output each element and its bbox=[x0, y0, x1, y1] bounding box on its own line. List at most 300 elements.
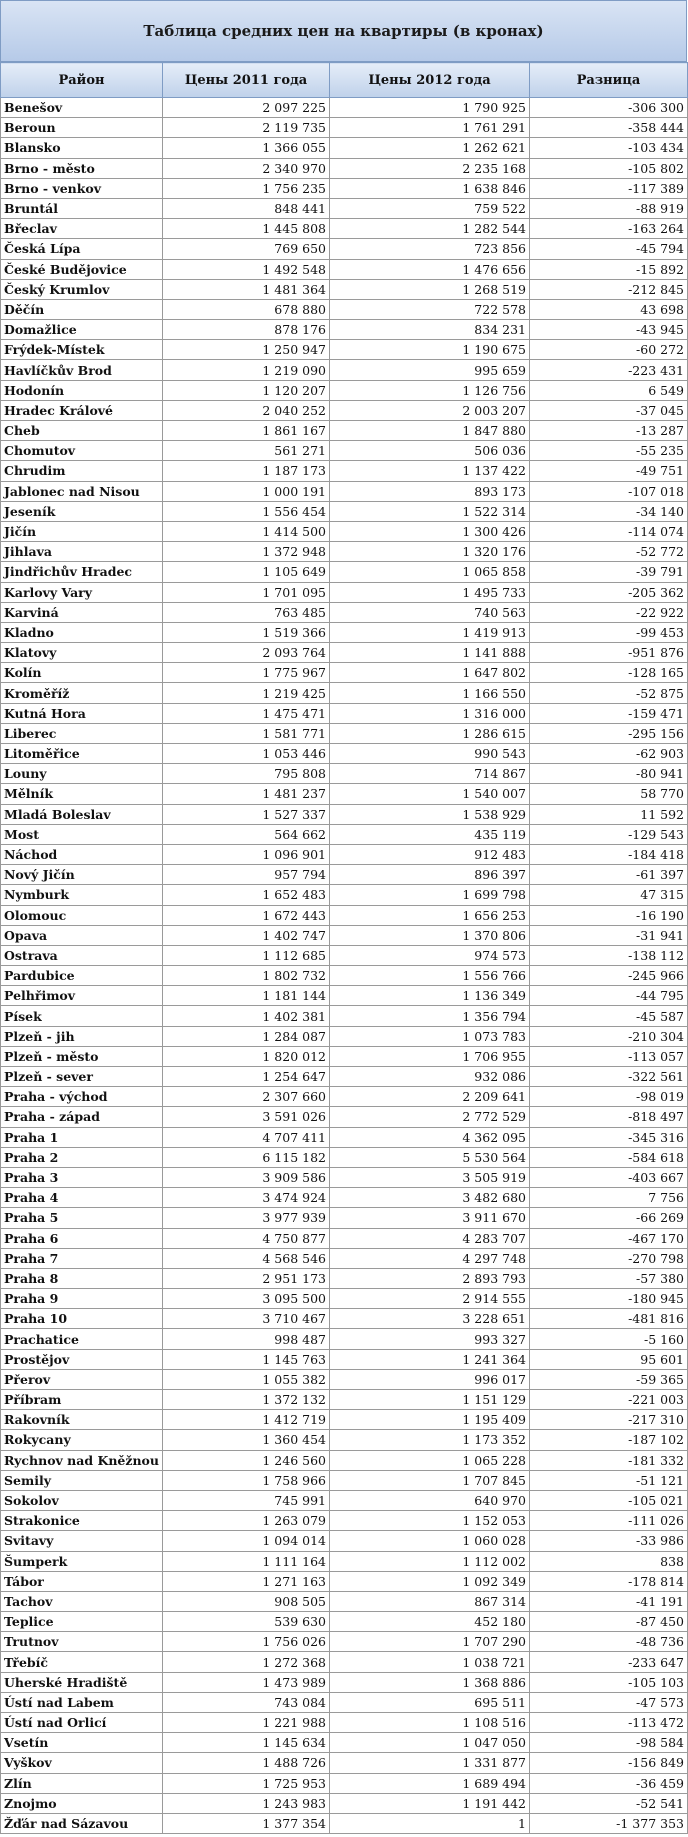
price-2011-cell: 1 802 732 bbox=[163, 966, 330, 986]
table-row bbox=[1, 1369, 688, 1389]
price-2012-cell: 932 086 bbox=[330, 1067, 530, 1087]
price-2011-cell: 1 672 443 bbox=[163, 905, 330, 925]
difference-cell: -47 573 bbox=[530, 1692, 688, 1712]
price-2011-cell: 1 112 685 bbox=[163, 945, 330, 965]
district-cell: Svitavy bbox=[1, 1531, 163, 1551]
difference-cell: -233 647 bbox=[530, 1652, 688, 1672]
district-cell: Chomutov bbox=[1, 441, 163, 461]
difference-cell: -1 377 353 bbox=[530, 1813, 688, 1833]
price-2012-cell: 714 867 bbox=[330, 764, 530, 784]
table-row bbox=[1, 1349, 688, 1369]
district-cell: Praha 5 bbox=[1, 1208, 163, 1228]
price-2012-cell: 1 173 352 bbox=[330, 1430, 530, 1450]
district-cell: Praha 4 bbox=[1, 1188, 163, 1208]
price-2011-cell: 1 284 087 bbox=[163, 1026, 330, 1046]
difference-cell: -205 362 bbox=[530, 582, 688, 602]
difference-cell: -105 103 bbox=[530, 1672, 688, 1692]
district-cell: Mělník bbox=[1, 784, 163, 804]
difference-cell: -87 450 bbox=[530, 1612, 688, 1632]
district-cell: Hodonín bbox=[1, 380, 163, 400]
district-cell: Praha - západ bbox=[1, 1107, 163, 1127]
price-2012-cell: 1 316 000 bbox=[330, 703, 530, 723]
difference-cell: -52 875 bbox=[530, 683, 688, 703]
price-2012-cell: 1 141 888 bbox=[330, 643, 530, 663]
price-2012-cell: 1 761 291 bbox=[330, 118, 530, 138]
difference-cell: -210 304 bbox=[530, 1026, 688, 1046]
district-cell: Blansko bbox=[1, 138, 163, 158]
district-cell: Plzeň - jih bbox=[1, 1026, 163, 1046]
price-2011-cell: 1 527 337 bbox=[163, 804, 330, 824]
price-2012-cell: 867 314 bbox=[330, 1591, 530, 1611]
price-2011-cell: 2 097 225 bbox=[163, 98, 330, 118]
difference-cell: -55 235 bbox=[530, 441, 688, 461]
table-row bbox=[1, 1813, 688, 1833]
table-row bbox=[1, 885, 688, 905]
difference-cell: -99 453 bbox=[530, 622, 688, 642]
table-row bbox=[1, 663, 688, 683]
price-2012-cell: 996 017 bbox=[330, 1369, 530, 1389]
difference-cell: -113 057 bbox=[530, 1046, 688, 1066]
price-2011-cell: 1 414 500 bbox=[163, 521, 330, 541]
price-2011-cell: 848 441 bbox=[163, 198, 330, 218]
difference-cell: -31 941 bbox=[530, 925, 688, 945]
price-2012-cell: 1 638 846 bbox=[330, 178, 530, 198]
district-cell: Děčín bbox=[1, 299, 163, 319]
district-cell: Sokolov bbox=[1, 1490, 163, 1510]
table-row bbox=[1, 542, 688, 562]
difference-cell: -15 892 bbox=[530, 259, 688, 279]
price-2012-cell: 1 151 129 bbox=[330, 1390, 530, 1410]
district-cell: Plzeň - sever bbox=[1, 1067, 163, 1087]
price-2011-cell: 1 053 446 bbox=[163, 744, 330, 764]
district-cell: Praha 10 bbox=[1, 1309, 163, 1329]
price-2011-cell: 1 412 719 bbox=[163, 1410, 330, 1430]
difference-cell: -88 919 bbox=[530, 198, 688, 218]
difference-cell: -358 444 bbox=[530, 118, 688, 138]
difference-cell: -41 191 bbox=[530, 1591, 688, 1611]
price-2011-cell: 1 221 988 bbox=[163, 1713, 330, 1733]
price-2011-cell: 1 861 167 bbox=[163, 421, 330, 441]
difference-cell: -62 903 bbox=[530, 744, 688, 764]
price-2011-cell: 564 662 bbox=[163, 824, 330, 844]
table-row bbox=[1, 1309, 688, 1329]
price-2011-cell: 1 488 726 bbox=[163, 1753, 330, 1773]
price-2011-cell: 3 909 586 bbox=[163, 1167, 330, 1187]
price-2012-cell: 1 286 615 bbox=[330, 723, 530, 743]
table-row bbox=[1, 1046, 688, 1066]
district-cell: Ostrava bbox=[1, 945, 163, 965]
price-2011-cell: 1 366 055 bbox=[163, 138, 330, 158]
table-row bbox=[1, 239, 688, 259]
price-2011-cell: 678 880 bbox=[163, 299, 330, 319]
price-2012-cell: 640 970 bbox=[330, 1490, 530, 1510]
difference-cell: -33 986 bbox=[530, 1531, 688, 1551]
table-row bbox=[1, 1571, 688, 1591]
price-2011-cell: 1 377 354 bbox=[163, 1813, 330, 1833]
district-cell: Praha 1 bbox=[1, 1127, 163, 1147]
difference-cell: -34 140 bbox=[530, 501, 688, 521]
table-row bbox=[1, 1430, 688, 1450]
difference-cell: -295 156 bbox=[530, 723, 688, 743]
price-2011-cell: 4 707 411 bbox=[163, 1127, 330, 1147]
district-cell: Vsetín bbox=[1, 1733, 163, 1753]
price-2012-cell: 1 522 314 bbox=[330, 501, 530, 521]
price-2012-cell: 993 327 bbox=[330, 1329, 530, 1349]
price-2012-cell: 1 137 422 bbox=[330, 461, 530, 481]
price-2011-cell: 1 120 207 bbox=[163, 380, 330, 400]
price-2011-cell: 1 481 364 bbox=[163, 279, 330, 299]
price-2012-cell: 695 511 bbox=[330, 1692, 530, 1712]
difference-cell: -103 434 bbox=[530, 138, 688, 158]
district-cell: Náchod bbox=[1, 844, 163, 864]
table-row bbox=[1, 1167, 688, 1187]
price-2012-cell: 1 166 550 bbox=[330, 683, 530, 703]
price-2012-cell: 740 563 bbox=[330, 602, 530, 622]
table-row bbox=[1, 1147, 688, 1167]
table-row bbox=[1, 986, 688, 1006]
header-row bbox=[1, 63, 688, 98]
price-2011-cell: 1 756 235 bbox=[163, 178, 330, 198]
difference-cell: -5 160 bbox=[530, 1329, 688, 1349]
table-row bbox=[1, 481, 688, 501]
price-2012-cell: 4 362 095 bbox=[330, 1127, 530, 1147]
price-2011-cell: 1 775 967 bbox=[163, 663, 330, 683]
price-2011-cell: 957 794 bbox=[163, 865, 330, 885]
difference-cell: -98 019 bbox=[530, 1087, 688, 1107]
table-row bbox=[1, 1087, 688, 1107]
difference-cell: -39 791 bbox=[530, 562, 688, 582]
district-cell: Trutnov bbox=[1, 1632, 163, 1652]
price-2012-cell: 3 505 919 bbox=[330, 1167, 530, 1187]
district-cell: Louny bbox=[1, 764, 163, 784]
difference-cell: -117 389 bbox=[530, 178, 688, 198]
difference-cell: -52 772 bbox=[530, 542, 688, 562]
difference-cell: 43 698 bbox=[530, 299, 688, 319]
price-2011-cell: 743 084 bbox=[163, 1692, 330, 1712]
table-row bbox=[1, 1228, 688, 1248]
table-row bbox=[1, 1107, 688, 1127]
district-cell: Česká Lípa bbox=[1, 239, 163, 259]
table-row bbox=[1, 198, 688, 218]
price-2012-cell: 2 003 207 bbox=[330, 400, 530, 420]
table-row bbox=[1, 1208, 688, 1228]
price-2011-cell: 3 591 026 bbox=[163, 1107, 330, 1127]
table-row bbox=[1, 683, 688, 703]
district-cell: Třebíč bbox=[1, 1652, 163, 1672]
price-2011-cell: 1 055 382 bbox=[163, 1369, 330, 1389]
table-title: Таблица средних цен на квартиры (в кронах) bbox=[0, 0, 687, 62]
difference-cell: -66 269 bbox=[530, 1208, 688, 1228]
price-2011-cell: 6 115 182 bbox=[163, 1147, 330, 1167]
district-cell: Nymburk bbox=[1, 885, 163, 905]
price-2011-cell: 1 481 237 bbox=[163, 784, 330, 804]
difference-cell: -43 945 bbox=[530, 320, 688, 340]
district-cell: Bruntál bbox=[1, 198, 163, 218]
table-row bbox=[1, 1470, 688, 1490]
table-row bbox=[1, 441, 688, 461]
table-row bbox=[1, 1773, 688, 1793]
price-2011-cell: 1 271 163 bbox=[163, 1571, 330, 1591]
table-row bbox=[1, 602, 688, 622]
difference-cell: -159 471 bbox=[530, 703, 688, 723]
price-2011-cell: 1 581 771 bbox=[163, 723, 330, 743]
price-2012-cell: 1 847 880 bbox=[330, 421, 530, 441]
table-row bbox=[1, 1612, 688, 1632]
price-2011-cell: 1 000 191 bbox=[163, 481, 330, 501]
difference-cell: -60 272 bbox=[530, 340, 688, 360]
price-2012-cell: 1 191 442 bbox=[330, 1793, 530, 1813]
difference-cell: -48 736 bbox=[530, 1632, 688, 1652]
price-2012-cell: 1 419 913 bbox=[330, 622, 530, 642]
difference-cell: 47 315 bbox=[530, 885, 688, 905]
price-2011-cell: 4 750 877 bbox=[163, 1228, 330, 1248]
price-2011-cell: 1 372 948 bbox=[163, 542, 330, 562]
difference-cell: -223 431 bbox=[530, 360, 688, 380]
difference-cell: -51 121 bbox=[530, 1470, 688, 1490]
table-row bbox=[1, 219, 688, 239]
district-cell: Strakonice bbox=[1, 1511, 163, 1531]
difference-cell: -129 543 bbox=[530, 824, 688, 844]
table-row bbox=[1, 1793, 688, 1813]
price-2012-cell: 995 659 bbox=[330, 360, 530, 380]
table-row bbox=[1, 138, 688, 158]
district-cell: Karlovy Vary bbox=[1, 582, 163, 602]
district-cell: Kolín bbox=[1, 663, 163, 683]
price-2011-cell: 1 094 014 bbox=[163, 1531, 330, 1551]
price-2011-cell: 1 492 548 bbox=[163, 259, 330, 279]
district-cell: Semily bbox=[1, 1470, 163, 1490]
price-2012-cell: 1 706 955 bbox=[330, 1046, 530, 1066]
price-2012-cell: 1 282 544 bbox=[330, 219, 530, 239]
table-row bbox=[1, 824, 688, 844]
header-price-2011: Цены 2011 года bbox=[163, 63, 330, 98]
district-cell: Litoměřice bbox=[1, 744, 163, 764]
difference-cell: -245 966 bbox=[530, 966, 688, 986]
price-2012-cell: 1 065 228 bbox=[330, 1450, 530, 1470]
price-2012-cell: 1 268 519 bbox=[330, 279, 530, 299]
difference-cell: -322 561 bbox=[530, 1067, 688, 1087]
district-cell: Vyškov bbox=[1, 1753, 163, 1773]
price-2011-cell: 1 187 173 bbox=[163, 461, 330, 481]
difference-cell: -187 102 bbox=[530, 1430, 688, 1450]
price-2012-cell: 2 914 555 bbox=[330, 1289, 530, 1309]
difference-cell: -270 798 bbox=[530, 1248, 688, 1268]
district-cell: Praha 8 bbox=[1, 1268, 163, 1288]
price-2012-cell: 1 126 756 bbox=[330, 380, 530, 400]
price-2011-cell: 1 243 983 bbox=[163, 1793, 330, 1813]
price-2012-cell: 1 073 783 bbox=[330, 1026, 530, 1046]
price-2012-cell: 1 195 409 bbox=[330, 1410, 530, 1430]
table-row bbox=[1, 400, 688, 420]
price-2012-cell: 1 790 925 bbox=[330, 98, 530, 118]
table-row bbox=[1, 1753, 688, 1773]
district-cell: Kutná Hora bbox=[1, 703, 163, 723]
district-cell: Domažlice bbox=[1, 320, 163, 340]
price-2012-cell: 759 522 bbox=[330, 198, 530, 218]
difference-cell: -111 026 bbox=[530, 1511, 688, 1531]
price-2012-cell: 893 173 bbox=[330, 481, 530, 501]
price-2011-cell: 1 756 026 bbox=[163, 1632, 330, 1652]
price-2012-cell: 1 689 494 bbox=[330, 1773, 530, 1793]
price-2011-cell: 3 977 939 bbox=[163, 1208, 330, 1228]
price-2012-cell: 2 209 641 bbox=[330, 1087, 530, 1107]
price-2012-cell: 1 656 253 bbox=[330, 905, 530, 925]
district-cell: Jablonec nad Nisou bbox=[1, 481, 163, 501]
price-2011-cell: 2 307 660 bbox=[163, 1087, 330, 1107]
table-row bbox=[1, 1127, 688, 1147]
district-cell: Tábor bbox=[1, 1571, 163, 1591]
price-2012-cell: 3 228 651 bbox=[330, 1309, 530, 1329]
difference-cell: -113 472 bbox=[530, 1713, 688, 1733]
price-2012-cell: 1 065 858 bbox=[330, 562, 530, 582]
table-row bbox=[1, 320, 688, 340]
table-row bbox=[1, 118, 688, 138]
price-2011-cell: 795 808 bbox=[163, 764, 330, 784]
price-2011-cell: 1 254 647 bbox=[163, 1067, 330, 1087]
table-row bbox=[1, 521, 688, 541]
price-2011-cell: 2 119 735 bbox=[163, 118, 330, 138]
price-2011-cell: 1 820 012 bbox=[163, 1046, 330, 1066]
table-body bbox=[1, 98, 688, 1834]
price-2011-cell: 1 701 095 bbox=[163, 582, 330, 602]
header-price-2012: Цены 2012 года bbox=[330, 63, 530, 98]
price-2012-cell: 1 331 877 bbox=[330, 1753, 530, 1773]
district-cell: Most bbox=[1, 824, 163, 844]
price-2012-cell: 1 241 364 bbox=[330, 1349, 530, 1369]
district-cell: Kladno bbox=[1, 622, 163, 642]
district-cell: Olomouc bbox=[1, 905, 163, 925]
price-2012-cell: 1 038 721 bbox=[330, 1652, 530, 1672]
table-row bbox=[1, 421, 688, 441]
table-row bbox=[1, 1672, 688, 1692]
district-cell: Břeclav bbox=[1, 219, 163, 239]
price-2012-cell: 1 495 733 bbox=[330, 582, 530, 602]
table-row bbox=[1, 622, 688, 642]
difference-cell: -584 618 bbox=[530, 1147, 688, 1167]
price-2012-cell: 2 772 529 bbox=[330, 1107, 530, 1127]
difference-cell: 11 592 bbox=[530, 804, 688, 824]
district-cell: Praha 6 bbox=[1, 1228, 163, 1248]
table-row bbox=[1, 865, 688, 885]
difference-cell: -467 170 bbox=[530, 1228, 688, 1248]
price-2012-cell: 1 540 007 bbox=[330, 784, 530, 804]
district-cell: Zlín bbox=[1, 1773, 163, 1793]
difference-cell: -221 003 bbox=[530, 1390, 688, 1410]
price-2012-cell: 722 578 bbox=[330, 299, 530, 319]
price-2011-cell: 1 473 989 bbox=[163, 1672, 330, 1692]
district-cell: Teplice bbox=[1, 1612, 163, 1632]
table-row bbox=[1, 501, 688, 521]
district-cell: Příbram bbox=[1, 1390, 163, 1410]
difference-cell: -217 310 bbox=[530, 1410, 688, 1430]
table-row bbox=[1, 1410, 688, 1430]
price-2012-cell: 974 573 bbox=[330, 945, 530, 965]
price-2012-cell: 1 047 050 bbox=[330, 1733, 530, 1753]
price-2012-cell: 834 231 bbox=[330, 320, 530, 340]
table-row bbox=[1, 703, 688, 723]
table-row bbox=[1, 299, 688, 319]
difference-cell: -37 045 bbox=[530, 400, 688, 420]
table-row bbox=[1, 1006, 688, 1026]
table-row bbox=[1, 784, 688, 804]
district-cell: Ústí nad Labem bbox=[1, 1692, 163, 1712]
district-cell: Prostějov bbox=[1, 1349, 163, 1369]
district-cell: Písek bbox=[1, 1006, 163, 1026]
price-2012-cell: 2 893 793 bbox=[330, 1268, 530, 1288]
price-2012-cell: 1 136 349 bbox=[330, 986, 530, 1006]
price-2012-cell: 1 556 766 bbox=[330, 966, 530, 986]
difference-cell: -44 795 bbox=[530, 986, 688, 1006]
price-2011-cell: 1 219 090 bbox=[163, 360, 330, 380]
price-2012-cell: 506 036 bbox=[330, 441, 530, 461]
table-row bbox=[1, 1248, 688, 1268]
price-2012-cell: 1 647 802 bbox=[330, 663, 530, 683]
table-row bbox=[1, 643, 688, 663]
district-cell: Rychnov nad Kněžnou bbox=[1, 1450, 163, 1470]
table-row bbox=[1, 1268, 688, 1288]
district-cell: Praha - východ bbox=[1, 1087, 163, 1107]
table-row bbox=[1, 1450, 688, 1470]
difference-cell: -306 300 bbox=[530, 98, 688, 118]
difference-cell: 6 549 bbox=[530, 380, 688, 400]
difference-cell: -128 165 bbox=[530, 663, 688, 683]
header-district: Район bbox=[1, 63, 163, 98]
district-cell: Liberec bbox=[1, 723, 163, 743]
difference-cell: 95 601 bbox=[530, 1349, 688, 1369]
price-2011-cell: 2 040 252 bbox=[163, 400, 330, 420]
difference-cell: -59 365 bbox=[530, 1369, 688, 1389]
district-cell: Pardubice bbox=[1, 966, 163, 986]
price-2011-cell: 1 758 966 bbox=[163, 1470, 330, 1490]
difference-cell: -107 018 bbox=[530, 481, 688, 501]
price-2012-cell: 1 108 516 bbox=[330, 1713, 530, 1733]
difference-cell: 7 756 bbox=[530, 1188, 688, 1208]
table-row bbox=[1, 562, 688, 582]
difference-cell: -180 945 bbox=[530, 1289, 688, 1309]
table-row bbox=[1, 360, 688, 380]
district-cell: Hradec Králové bbox=[1, 400, 163, 420]
district-cell: Plzeň - město bbox=[1, 1046, 163, 1066]
price-2011-cell: 1 272 368 bbox=[163, 1652, 330, 1672]
price-2012-cell: 4 297 748 bbox=[330, 1248, 530, 1268]
price-2012-cell: 1 476 656 bbox=[330, 259, 530, 279]
district-cell: Ústí nad Orlicí bbox=[1, 1713, 163, 1733]
table-row bbox=[1, 1551, 688, 1571]
table-row bbox=[1, 1329, 688, 1349]
table-row bbox=[1, 1713, 688, 1733]
difference-cell: -345 316 bbox=[530, 1127, 688, 1147]
price-2012-cell: 1 112 002 bbox=[330, 1551, 530, 1571]
price-2012-cell: 1 370 806 bbox=[330, 925, 530, 945]
price-2011-cell: 1 181 144 bbox=[163, 986, 330, 1006]
difference-cell: -178 814 bbox=[530, 1571, 688, 1591]
table-row bbox=[1, 461, 688, 481]
district-cell: Jeseník bbox=[1, 501, 163, 521]
price-2011-cell: 1 402 747 bbox=[163, 925, 330, 945]
price-2011-cell: 878 176 bbox=[163, 320, 330, 340]
difference-cell: -951 876 bbox=[530, 643, 688, 663]
table-row bbox=[1, 1652, 688, 1672]
table-row bbox=[1, 1733, 688, 1753]
price-2012-cell: 1 538 929 bbox=[330, 804, 530, 824]
price-2012-cell: 1 bbox=[330, 1813, 530, 1833]
difference-cell: -80 941 bbox=[530, 764, 688, 784]
district-cell: Tachov bbox=[1, 1591, 163, 1611]
district-cell: Praha 2 bbox=[1, 1147, 163, 1167]
price-2011-cell: 1 725 953 bbox=[163, 1773, 330, 1793]
difference-cell: -22 922 bbox=[530, 602, 688, 622]
header-difference: Разница bbox=[530, 63, 688, 98]
